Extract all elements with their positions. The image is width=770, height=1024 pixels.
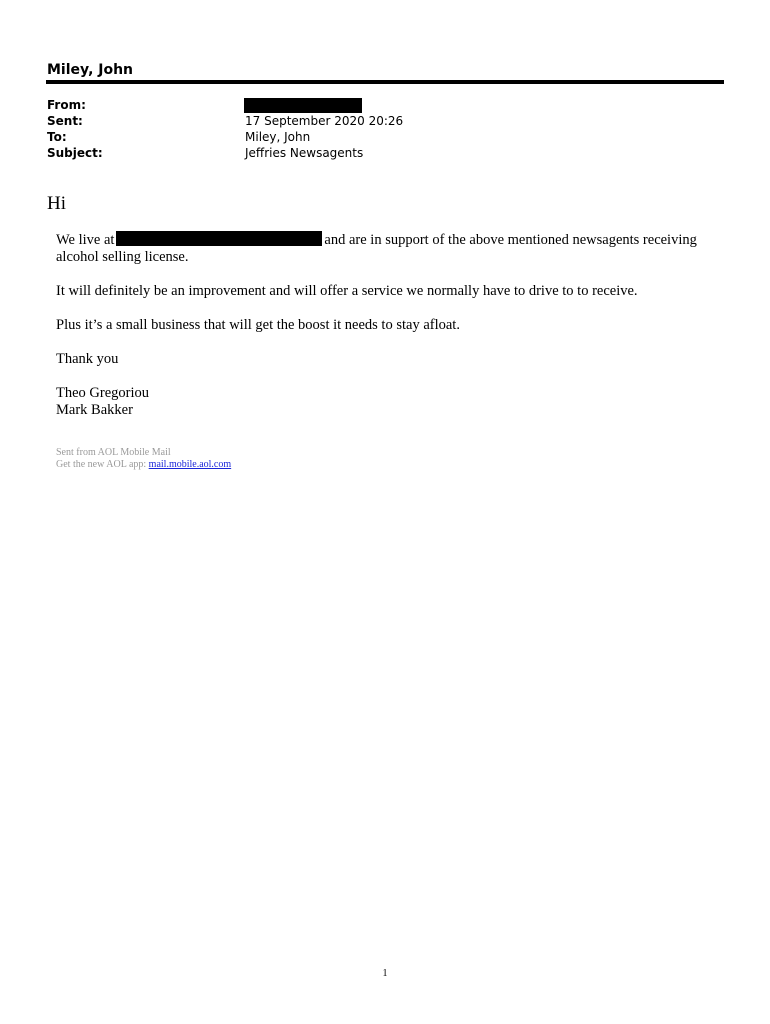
- paragraph-thanks: Thank you: [56, 351, 119, 367]
- mobile-mail-footer: [56, 447, 727, 471]
- mailbox-owner-name: Miley, John: [47, 62, 134, 78]
- footer-app-prefix: Get the new AOL app:: [56, 459, 147, 470]
- page-number: 1: [382, 968, 388, 979]
- subject-value: Jeffries Newsagents: [245, 146, 364, 160]
- to-label: To:: [47, 130, 67, 144]
- greeting: Hi: [47, 193, 66, 214]
- paragraph-improvement: It will definitely be an improvement and will offer a service we normally have to drive to to receive.: [56, 283, 638, 299]
- header-divider: [46, 80, 724, 84]
- paragraph-address-start: We live at: [56, 232, 115, 248]
- paragraph-small-business: Plus it’s a small business that will get the boost it needs to stay afloat.: [56, 317, 460, 333]
- signature-name: Mark Bakker: [56, 402, 133, 418]
- from-label: From:: [47, 98, 86, 112]
- paragraph-address: [56, 231, 727, 266]
- redacted-address-box: [116, 231, 322, 246]
- sent-label: Sent:: [47, 114, 83, 128]
- signature-block: [56, 385, 727, 419]
- email-content: [47, 231, 727, 471]
- sent-value: 17 September 2020 20:26: [245, 114, 404, 128]
- subject-label: Subject:: [47, 146, 103, 160]
- redacted-sender-box: [244, 98, 362, 113]
- email-body: [47, 192, 727, 471]
- to-value: Miley, John: [245, 130, 311, 144]
- signature-name: Theo Gregoriou: [56, 385, 150, 401]
- paragraph-address-end: and are in support of the above mentioned newsagents receiving alcohol selling license.: [56, 232, 697, 265]
- aol-app-link[interactable]: mail.mobile.aol.com: [148, 459, 232, 470]
- footer-line: [56, 459, 727, 471]
- footer-line: Sent from AOL Mobile Mail: [56, 447, 171, 458]
